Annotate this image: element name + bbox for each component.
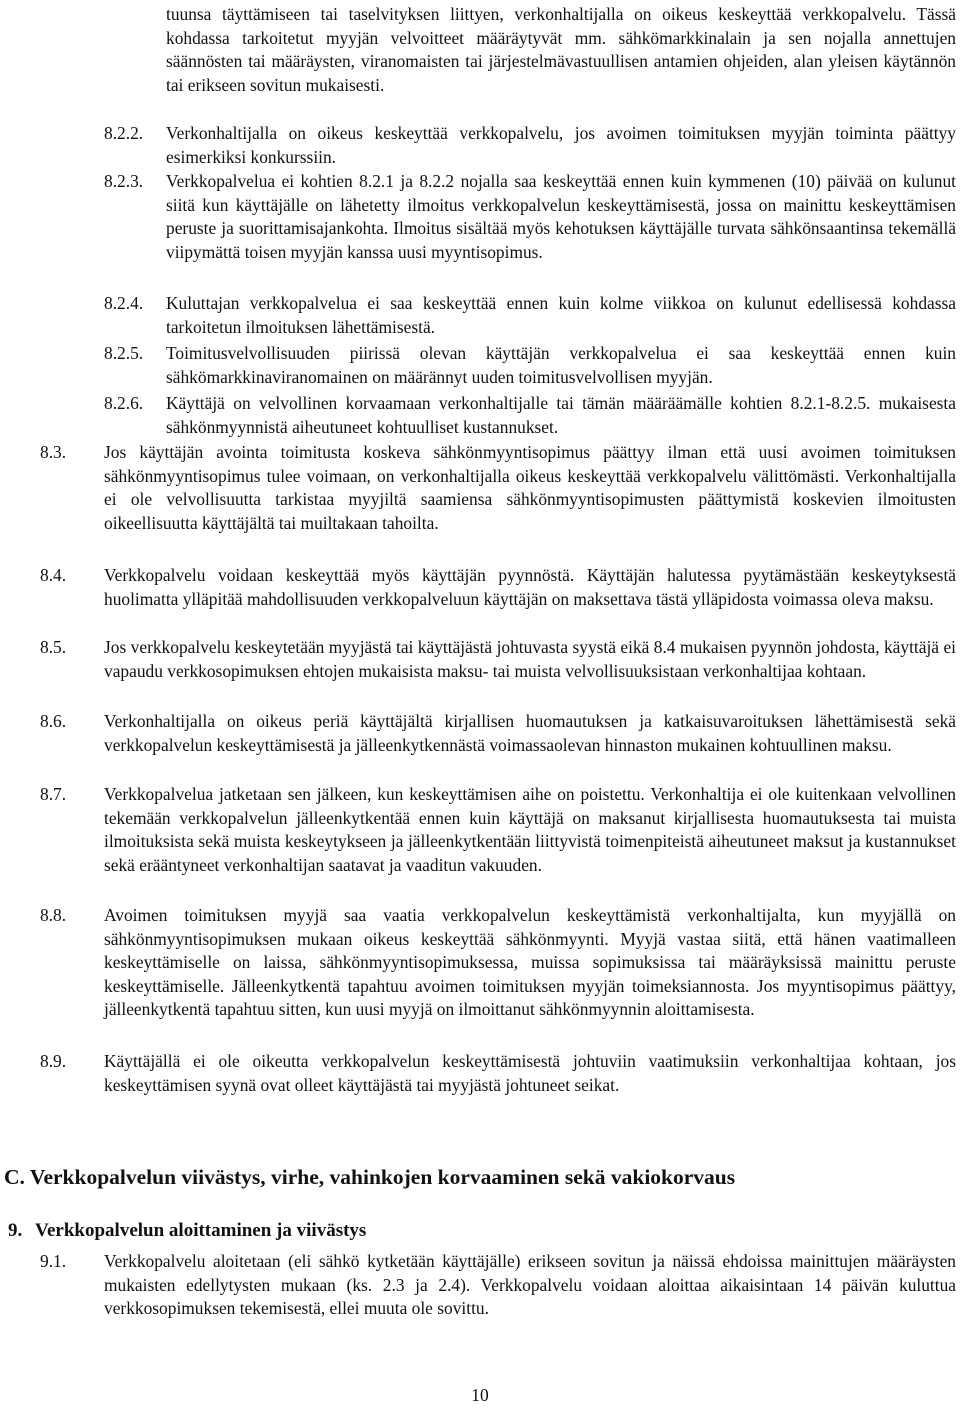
clause-text: Verkkopalvelua jatketaan sen jälkeen, kun keskeyttämisen aihe on poistettu. Verkonhaltija ei ole kuitenkaan velvollinen tekemään verkkopalvelun jälleenkytkentää ennen kuin käyttäjä on maksanut kirjallisesta huomautuksesta tai muista ilmoituksista sekä muista keskeytykseen ja jälleenkytkentään liittyvistä toimenpiteistä aiheutuneet maksut ja kustannukset sekä erääntyneet verkonhaltijan saatavat ja vaaditun vakuuden. — [104, 784, 956, 875]
clause-text: Verkkopalvelu aloitetaan (eli sähkö kytketään käyttäjälle) erikseen sovitun ja näissä ehdoissa mainittujen määräysten mukaisten edellytysten mukaan (ks. 2.3 ja 2.4). Verkkopalvelu voidaan aloittaa aikaisintaan 14 päivän kuluttua verkkosopimuksen tekemisestä, ellei muuta ole sovittu. — [104, 1251, 956, 1319]
clause-text: Verkkopalvelua ei kohtien 8.2.1 ja 8.2.2 nojalla saa keskeyttää ennen kuin kymmenen (10) päivää on kulunut siitä kun käyttäjälle on lähetetty ilmoitus verkkopalvelun keskeyttämisestä, jossa on mainittu keskeyttämisen peruste ja suorittamisajankohta. Ilmoitus sisältää myös kehotuksen käyttäjälle turvata sähkönsaantinsa tekemällä viipymättä toisen myyjän kanssa uusi myyntisopimus. — [166, 171, 956, 262]
clause-number: 8.3. — [40, 442, 67, 462]
clause-number: 8.2.3. — [104, 171, 144, 191]
clause-text: Toimitusvelvollisuuden piirissä olevan käyttäjän verkkopalvelua ei saa keskeyttää ennen kuin sähkömarkkinaviranomainen on määrännyt uuden toimitusvelvollisen myyjän. — [166, 343, 956, 387]
intro-paragraph: tuunsa täyttämiseen tai taselvityksen liittyen, verkonhaltijalla on oikeus keskeyttää verkkopalvelu. Tässä kohdassa tarkoitetut myyjän velvoitteet määräytyvät mm. sähkömarkkinalain ja sen nojalla annettujen säännösten tai määräysten, viranomaisten tai järjestelmävastuullisen antamien ohjeiden, alan yleisen käytännön tai erikseen sovitun mukaisesti. — [166, 4, 956, 95]
clause-text: Verkkopalvelu voidaan keskeyttää myös käyttäjän pyynnöstä. Käyttäjän halutessa pyytämästään keskeytyksestä huolimatta ylläpitää mahdollisuuden verkkopalveluun käyttäjän on maksettava tästä ylläpidosta voimassa oleva maksu. — [104, 565, 956, 609]
clause-number: 9.1. — [40, 1251, 67, 1271]
clause-text: Verkonhaltijalla on oikeus periä käyttäjältä kirjallisen huomautuksen ja katkaisuvaroituksen lähettämisestä sekä verkkopalvelun keskeyttämisestä ja jälleenkytkennästä voimassaolevan hinnaston mukainen kohtuullinen maksu. — [104, 711, 956, 755]
clause-text: Verkonhaltijalla on oikeus keskeyttää verkkopalvelu, jos avoimen toimituksen myyjän toiminta päättyy esimerkiksi konkurssiin. — [166, 123, 956, 167]
clause-number: 8.7. — [40, 784, 67, 804]
clause-number: 8.8. — [40, 905, 67, 925]
page-number: 10 — [471, 1385, 489, 1405]
section-9-heading — [8, 1218, 366, 1244]
clause-number: 8.5. — [40, 637, 67, 657]
clause-number: 8.4. — [40, 565, 67, 585]
clause-number: 8.9. — [40, 1051, 67, 1071]
clause-number: 8.2.5. — [104, 343, 144, 363]
clause-text: Jos käyttäjän avointa toimitusta koskeva sähkönmyyntisopimus päättyy ilman että uusi avoimen toimituksen sähkönmyyntisopimus tulee voimaan, on verkonhaltijalla oikeus keskeyttää verkkopalvelu välittömästi. Verkonhaltijalla ei ole velvollisuutta tarkistaa myyjiltä saamiensa sähkönmyyntisopimusten päättymistä koskevien ilmoitusten oikeellisuutta käyttäjältä tai muiltakaan tahoilta. — [104, 442, 956, 533]
clause-number: 8.2.6. — [104, 393, 144, 413]
clause-text: Käyttäjä on velvollinen korvaamaan verkonhaltijalle tai tämän määräämälle kohtien 8.2.1-8.2.5. mukaisesta sähkönmyynnistä aiheutuneet kohtuulliset kustannukset. — [166, 393, 956, 437]
clause-number: 8.6. — [40, 711, 67, 731]
clause-text: Kuluttajan verkkopalvelua ei saa keskeyttää ennen kuin kolme viikkoa on kulunut edellisessä kohdassa tarkoitetun ilmoituksen lähettämisestä. — [166, 293, 956, 337]
section-9-title: Verkkopalvelun aloittaminen ja viivästys — [35, 1220, 367, 1241]
section-9-number: 9. — [8, 1220, 23, 1241]
clause-number: 8.2.2. — [104, 123, 144, 143]
clause-text: Käyttäjällä ei ole oikeutta verkkopalvelun keskeyttämisestä johtuviin vaatimuksiin verkonhaltijaa kohtaan, jos keskeyttämisen syynä ovat olleet käyttäjästä tai myyjästä johtuneet seikat. — [104, 1051, 956, 1095]
clause-number: 8.2.4. — [104, 293, 144, 313]
clause-text: Avoimen toimituksen myyjä saa vaatia verkkopalvelun keskeyttämistä verkonhaltijalta, kun myyjällä on sähkönmyyntisopimuksen mukaan oikeus keskeyttää sähkönmyynti. Myyjä vastaa siitä, että hänen vaatimalleen keskeyttämiselle on laissa, sähkönmyyntisopimuksessa, muissa sopimuksissa tai määräyksissä mainittu peruste keskeyttämiselle. Jälleenkytkentä tapahtuu avoimen toimituksen myyjän toimeksiannosta. Jos myyntisopimus päättyy, jälleenkytkentä tapahtuu sitten, kun uusi myyjä on ilmoittanut sähkönmyynnin aloittamisesta. — [104, 905, 956, 1020]
section-c-heading: C. Verkkopalvelun viivästys, virhe, vahinkojen korvaaminen sekä vakiokorvaus — [4, 1165, 736, 1189]
clause-text: Jos verkkopalvelu keskeytetään myyjästä tai käyttäjästä johtuvasta syystä eikä 8.4 mukaisen pyynnön johdosta, käyttäjä ei vapaudu verkkosopimuksen ehtojen mukaisista maksu- tai muista velvollisuuksistaan verkonhaltijaa kohtaan. — [104, 637, 956, 681]
